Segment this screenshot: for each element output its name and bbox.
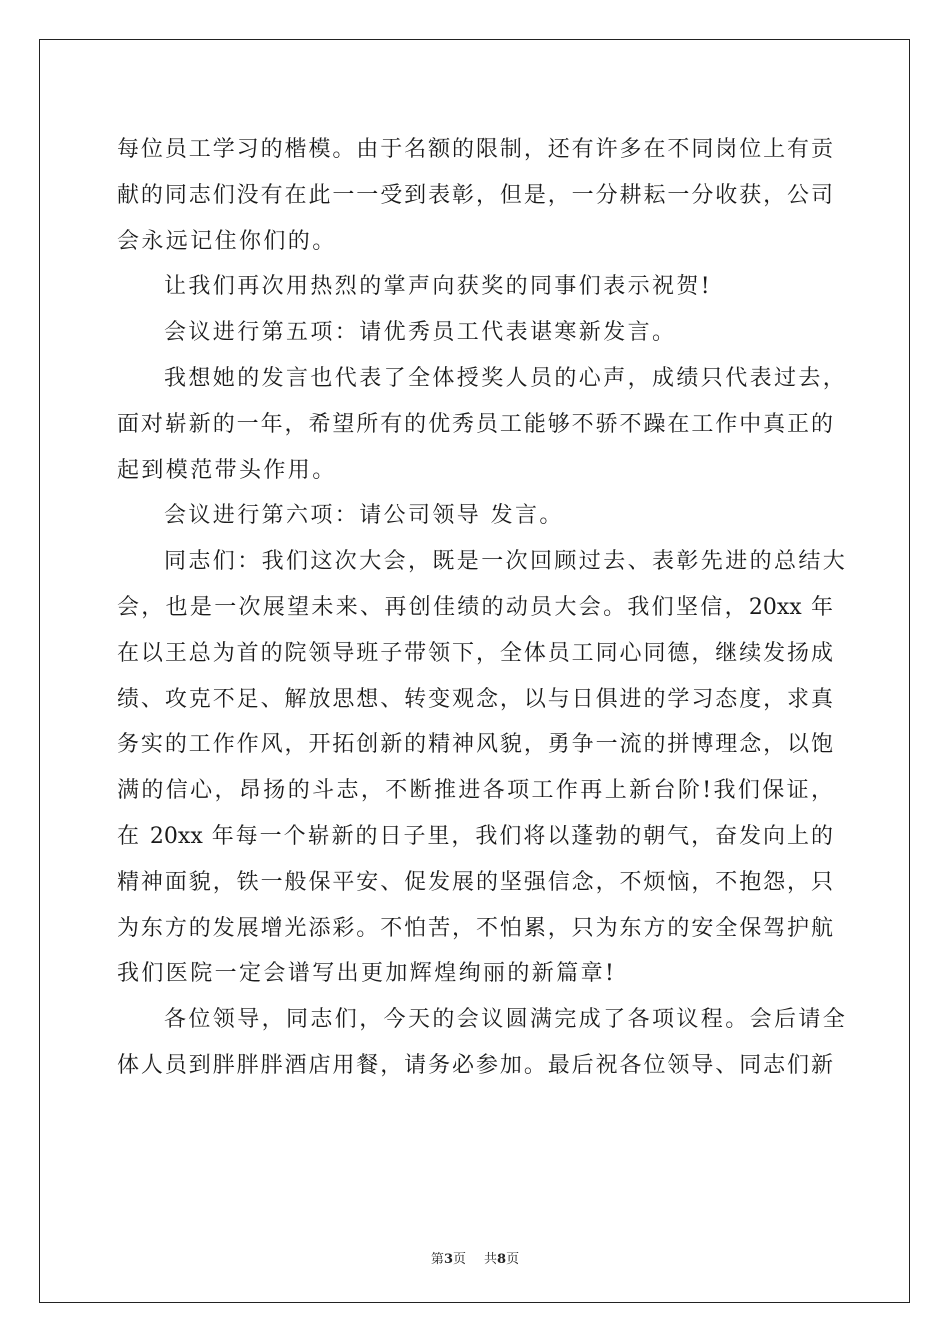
text-line: 起到模范带头作用。 (117, 457, 337, 483)
page-number: 3 (443, 1252, 453, 1267)
text-line: 会永远记住你们的。 (117, 228, 337, 254)
text-line: 务实的工作作风，开拓创新的精神风貌，勇争一流的拼博理念，以饱 (117, 732, 833, 758)
text-line: 在 20xx 年每一个崭新的日子里，我们将以蓬勃的朝气，奋发向上的 (117, 823, 833, 849)
paragraph-line: 我想她的发言也代表了全体授奖人员的心声，成绩只代表过去， (164, 365, 848, 391)
text-line: 绩、攻克不足、解放思想、转变观念，以与日俱进的学习态度，求真 (117, 686, 833, 712)
paragraph-line: 让我们再次用热烈的掌声向获奖的同事们表示祝贺! (164, 274, 713, 300)
document-body (117, 127, 848, 1089)
text-line: 会，也是一次展望未来、再创佳绩的动员大会。我们坚信，20xx 年 (117, 594, 833, 620)
page-suffix: 页 (452, 1252, 466, 1267)
paragraph-line: 会议进行第五项：请优秀员工代表谌寒新发言。 (164, 320, 677, 346)
text-line: 满的信心，昂扬的斗志，不断推进各项工作再上新台阶!我们保证， (117, 778, 833, 804)
text-line: 体人员到胖胖胖酒店用餐，请务必参加。最后祝各位领导、同志们新 (117, 1052, 833, 1078)
page-prefix: 第 (430, 1252, 444, 1267)
text-line: 为东方的发展增光添彩。不怕苦，不怕累，只为东方的安全保驾护航 (117, 915, 833, 941)
page-footer (0, 1248, 950, 1267)
total-prefix: 共 (484, 1252, 498, 1267)
total-pages: 8 (497, 1252, 507, 1267)
text-line: 每位员工学习的楷模。由于名额的限制，还有许多在不同岗位上有贡 (117, 137, 833, 162)
text-line: 在以王总为首的院领导班子带领下，全体员工同心同德，继续发扬成 (117, 640, 833, 666)
total-suffix: 页 (506, 1252, 520, 1267)
paragraph-line: 同志们：我们这次大会，既是一次回顾过去、表彰先进的总结大 (164, 549, 848, 575)
paragraph-line: 会议进行第六项：请公司领导 发言。 (164, 503, 564, 529)
paragraph-line: 各位领导，同志们，今天的会议圆满完成了各项议程。会后请全 (164, 1007, 848, 1033)
text-line: 精神面貌，铁一般保平安、促发展的坚强信念，不烦恼，不抱怨，只 (117, 869, 833, 895)
text-line: 面对崭新的一年，希望所有的优秀员工能够不骄不躁在工作中真正的 (117, 411, 833, 437)
text-line: 我们医院一定会谱写出更加辉煌绚丽的新篇章! (117, 961, 617, 987)
text-line: 献的同志们没有在此一一受到表彰，但是，一分耕耘一分收获，公司 (117, 182, 833, 208)
